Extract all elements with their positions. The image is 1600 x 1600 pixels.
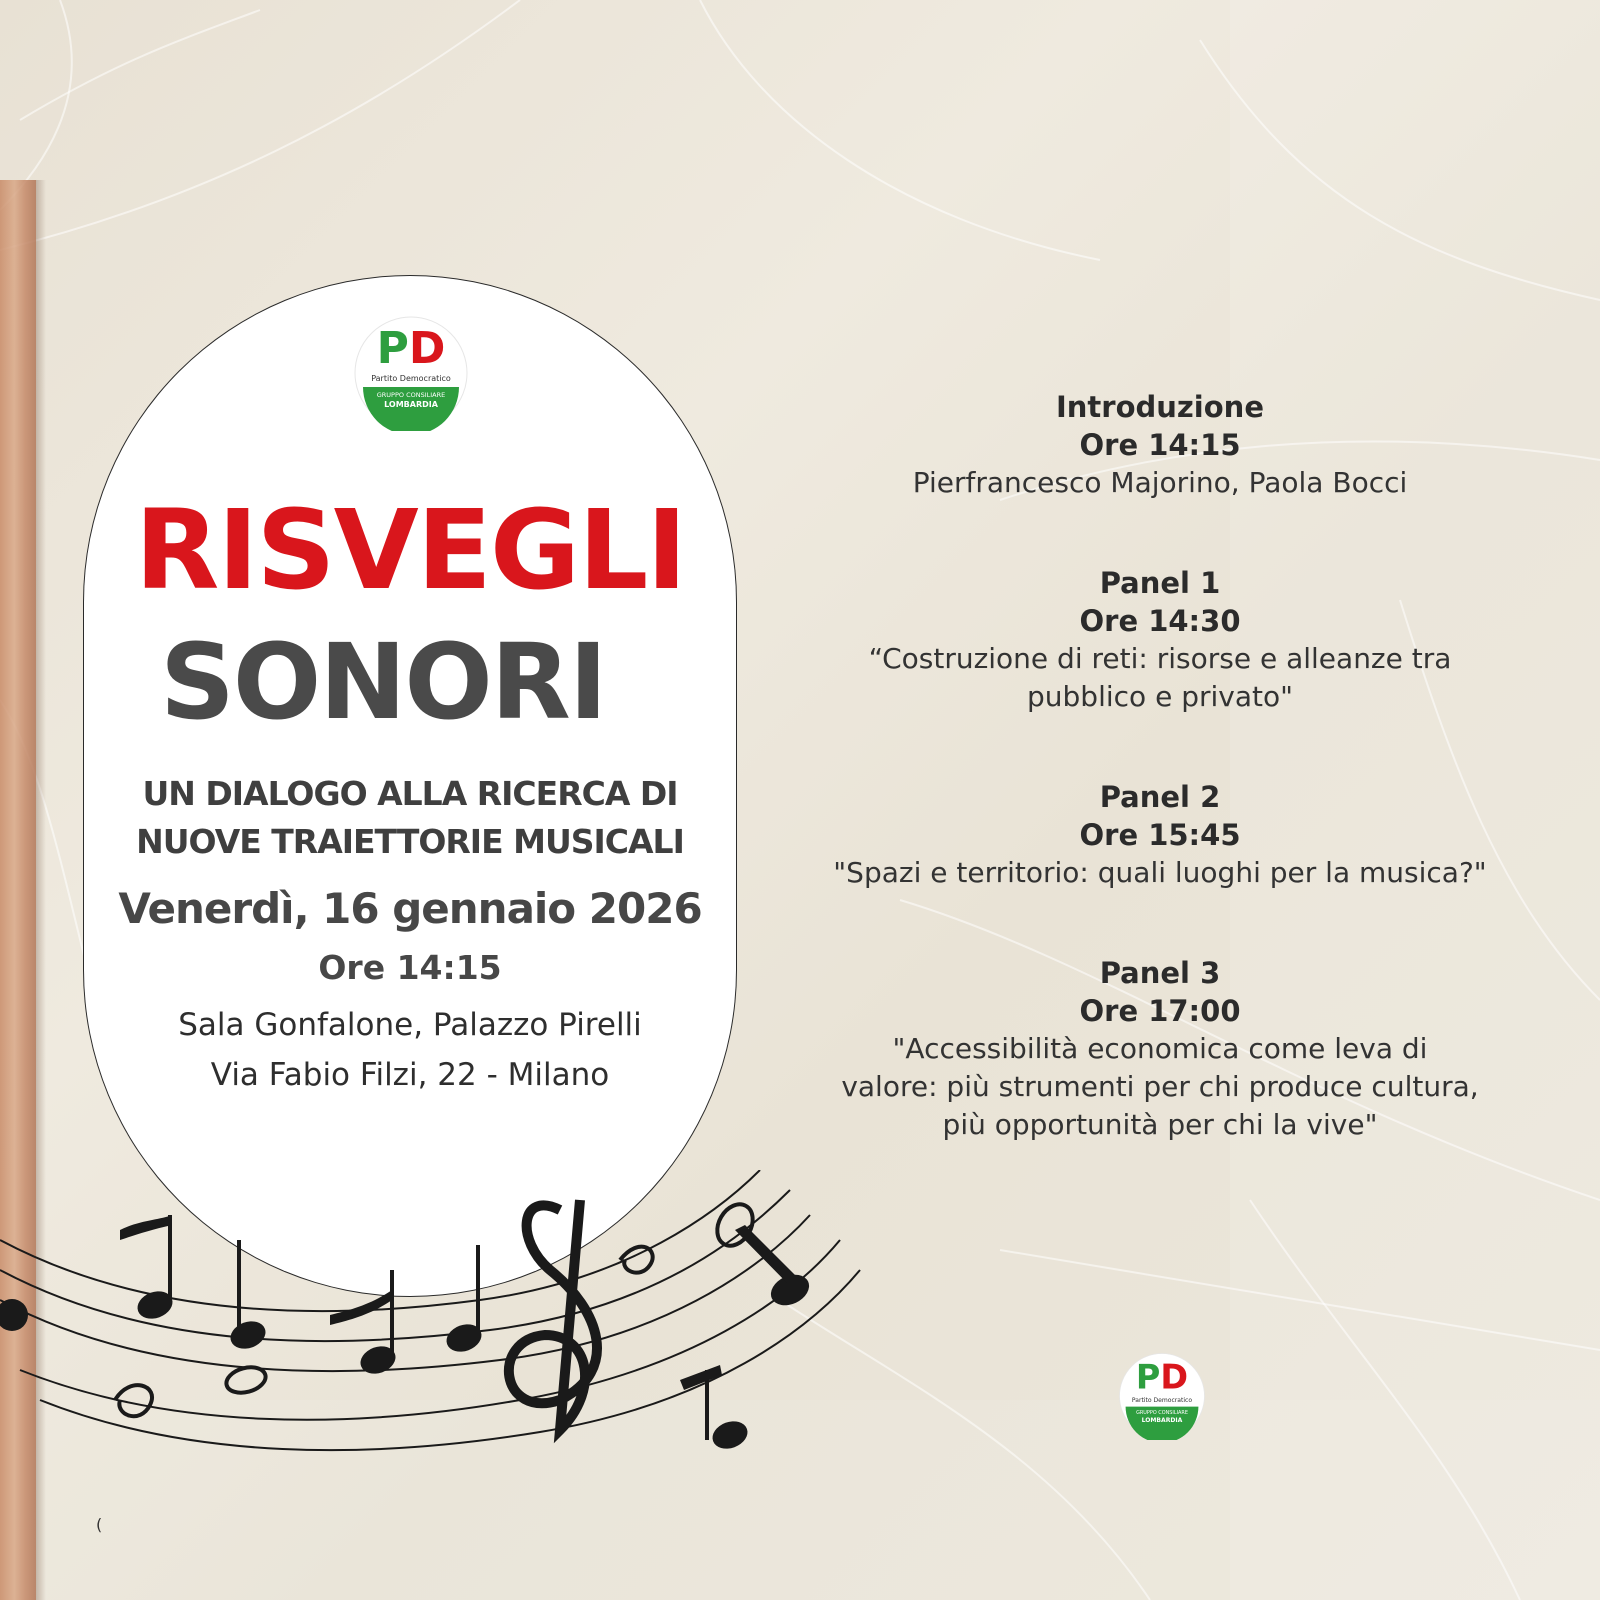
program-item — [770, 778, 1550, 892]
event-date: Venerdì, 16 gennaio 2026 — [118, 884, 702, 933]
pd-logo-top — [353, 315, 469, 431]
desc-line: “Costruzione di reti: risorse e alleanze tra — [868, 642, 1452, 675]
desc-line: pubblico e privato" — [1027, 680, 1293, 713]
desc-line: valore: più strumenti per chi produce cultura, — [841, 1070, 1479, 1103]
logo-group-line1: GRUPPO CONSILIARE — [376, 391, 446, 399]
event-title-line1: RISVEGLI — [134, 486, 686, 614]
venue-line: Via Fabio Filzi, 22 - Milano — [210, 1057, 610, 1093]
logo-group-line1: GRUPPO CONSILIARE — [1136, 1410, 1188, 1417]
program-item — [770, 388, 1550, 502]
program-list — [770, 388, 1550, 1206]
event-title-line2: SONORI — [160, 621, 606, 743]
program-item-desc — [770, 464, 1550, 502]
subtitle-line: UN DIALOGO ALLA RICERCA DI — [142, 774, 678, 813]
logo-party-name: Partito Democratico — [1131, 1397, 1193, 1405]
program-item-title: Panel 2 — [1099, 780, 1221, 814]
program-item-desc — [770, 854, 1550, 892]
small-mark: ( — [96, 1515, 103, 1534]
pd-logo-bottom — [1118, 1352, 1206, 1440]
program-item-title: Panel 1 — [1099, 566, 1221, 600]
logo-letters: PD — [1135, 1357, 1189, 1397]
program-item-time: Ore 14:30 — [1079, 604, 1241, 638]
desc-line: "Spazi e territorio: quali luoghi per la musica?" — [833, 856, 1487, 889]
program-item-title: Introduzione — [1056, 390, 1264, 424]
venue-line: Sala Gonfalone, Palazzo Pirelli — [178, 1007, 642, 1043]
logo-group-line2: LOMBARDIA — [384, 400, 438, 409]
desc-line: Pierfrancesco Majorino, Paola Bocci — [912, 466, 1408, 499]
program-item-time: Ore 14:15 — [1079, 428, 1241, 462]
program-item — [770, 954, 1550, 1144]
program-item-title: Panel 3 — [1099, 956, 1221, 990]
music-staff-notes-icon — [0, 1170, 880, 1590]
program-item — [770, 564, 1550, 716]
desc-line: "Accessibilità economica come leva di — [892, 1032, 1428, 1065]
logo-letters: PD — [376, 323, 446, 374]
program-item-time: Ore 17:00 — [1079, 994, 1241, 1028]
event-subtitle — [100, 770, 720, 866]
program-item-desc — [770, 1030, 1550, 1144]
program-item-desc — [770, 640, 1550, 716]
subtitle-line: NUOVE TRAIETTORIE MUSICALI — [136, 822, 684, 861]
logo-party-name: Partito Democratico — [371, 374, 451, 383]
logo-group-line2: LOMBARDIA — [1141, 1416, 1183, 1424]
desc-line: più opportunità per chi la vive" — [942, 1108, 1378, 1141]
program-item-time: Ore 15:45 — [1079, 818, 1241, 852]
event-time: Ore 14:15 — [318, 948, 502, 987]
event-venue — [100, 1000, 720, 1100]
